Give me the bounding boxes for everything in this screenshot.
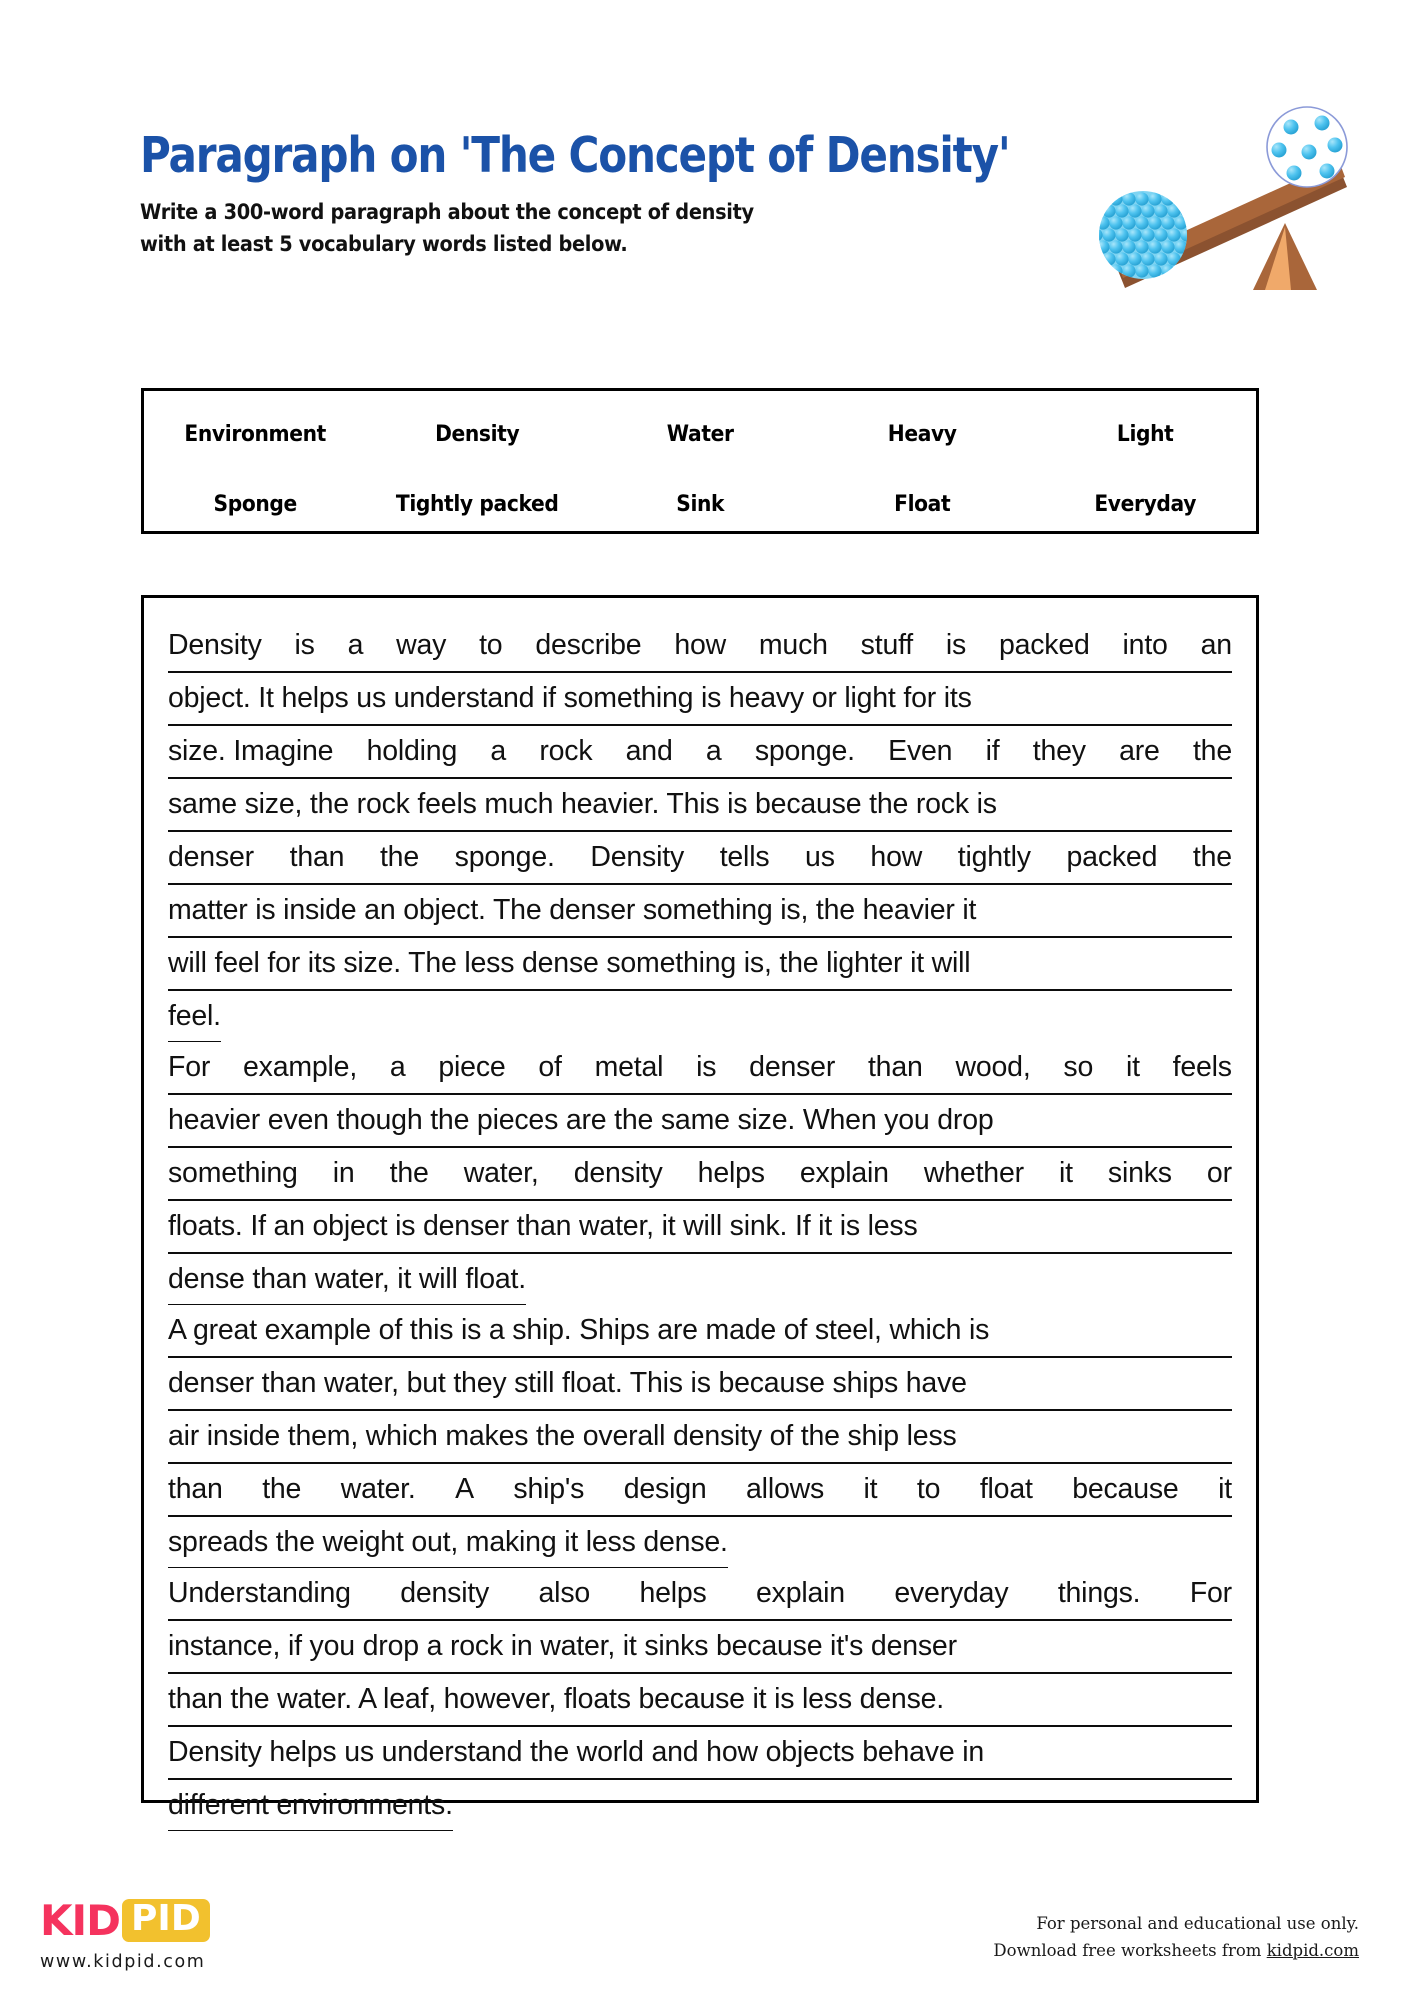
footer-note-line-2 <box>993 1937 1359 1964</box>
low-density-sphere-icon <box>1267 107 1347 187</box>
answer-word: water, <box>463 1157 539 1189</box>
answer-word: ship's <box>513 1473 585 1505</box>
answer-line <box>168 1042 1232 1095</box>
answer-line-text: feel. <box>168 992 221 1042</box>
answer-line <box>168 620 1232 673</box>
answer-word: describe <box>535 629 642 661</box>
answer-word: the <box>1192 735 1232 767</box>
worksheet-header <box>140 127 1140 260</box>
answer-word: water. <box>340 1473 416 1505</box>
answer-paragraph <box>168 1568 1232 1831</box>
answer-line: object. It helps us understand if something is heavy or light for its <box>168 673 1232 726</box>
answer-text-area[interactable] <box>141 595 1259 1821</box>
answer-line: will feel for its size. The less dense something is, the lighter it will <box>168 938 1232 991</box>
answer-word: density <box>573 1157 663 1189</box>
answer-paragraph <box>168 620 1232 1042</box>
answer-word: the <box>389 1157 429 1189</box>
vocabulary-word: Environment <box>184 421 326 447</box>
subtitle-line-1: Write a 300-word paragraph about the concept of density <box>140 200 754 226</box>
vocabulary-word: Sponge <box>213 491 297 517</box>
answer-word: denser <box>749 1051 836 1083</box>
vocabulary-row-1 <box>144 391 1256 469</box>
answer-word: packed <box>1066 841 1158 873</box>
page-subtitle <box>140 197 1040 259</box>
answer-word: or <box>1206 1157 1232 1189</box>
answer-line <box>168 1517 1232 1568</box>
answer-word: how <box>674 629 727 661</box>
answer-word: metal <box>594 1051 664 1083</box>
answer-line <box>168 726 1232 779</box>
answer-word: Even <box>888 735 953 767</box>
answer-line <box>168 1464 1232 1517</box>
kidpid-logo <box>40 1896 370 1972</box>
answer-word: in <box>332 1157 355 1189</box>
logo-wordmark <box>40 1896 370 1945</box>
answer-word: is <box>696 1051 717 1083</box>
answer-line <box>168 1780 1232 1831</box>
answer-word: feels <box>1172 1051 1232 1083</box>
logo-pid-text: PID <box>122 1899 210 1942</box>
answer-word: density <box>400 1577 490 1609</box>
answer-word: rock <box>539 735 593 767</box>
answer-word: the <box>1192 841 1232 873</box>
answer-word: A <box>455 1473 474 1505</box>
answer-word: sinks <box>1107 1157 1172 1189</box>
answer-word: stuff <box>860 629 914 661</box>
answer-word: Understanding <box>168 1577 351 1609</box>
answer-word: how <box>870 841 923 873</box>
vocabulary-word: Float <box>894 491 951 517</box>
answer-line-text: different environments. <box>168 1781 453 1831</box>
answer-line: same size, the rock feels much heavier. This is because the rock is <box>168 779 1232 832</box>
answer-line: air inside them, which makes the overall density of the ship less <box>168 1411 1232 1464</box>
answer-word: sponge. <box>754 735 855 767</box>
answer-word: than <box>289 841 345 873</box>
answer-word: wood, <box>955 1051 1031 1083</box>
answer-word: so <box>1063 1051 1094 1083</box>
answer-word: whether <box>923 1157 1024 1189</box>
answer-word: the <box>262 1473 302 1505</box>
answer-word: also <box>538 1577 591 1609</box>
answer-paragraph <box>168 1042 1232 1305</box>
answer-line: denser than water, but they still float. This is because ships have <box>168 1358 1232 1411</box>
answer-word: a <box>705 735 722 767</box>
answer-word: much <box>758 629 828 661</box>
vocabulary-row-2 <box>144 469 1256 539</box>
vocabulary-word: Light <box>1116 421 1174 447</box>
answer-word: to <box>916 1473 941 1505</box>
vocabulary-word: Everyday <box>1093 491 1196 517</box>
density-balance-illustration <box>1095 105 1355 290</box>
answer-word: For <box>1189 1577 1232 1609</box>
answer-line: heavier even though the pieces are the same size. When you drop <box>168 1095 1232 1148</box>
high-density-sphere-icon <box>1095 191 1194 279</box>
answer-word: packed <box>998 629 1090 661</box>
answer-word: it <box>1125 1051 1140 1083</box>
footer-note-prefix: Download free worksheets from <box>993 1940 1267 1960</box>
vocabulary-word-bank <box>141 388 1259 534</box>
answer-word: us <box>805 841 835 873</box>
answer-word: design <box>623 1473 707 1505</box>
subtitle-line-2: with at least 5 vocabulary words listed below. <box>140 231 628 257</box>
answer-word: it <box>1218 1473 1232 1505</box>
answer-word: holding <box>366 735 458 767</box>
answer-word: size. Imagine <box>168 735 334 767</box>
answer-word: a <box>389 1051 406 1083</box>
page-title: Paragraph on 'The Concept of Density' <box>140 127 1010 184</box>
answer-word: For <box>168 1051 211 1083</box>
vocabulary-word: Heavy <box>887 421 957 447</box>
vocabulary-word: Tightly packed <box>396 491 559 517</box>
answer-line: instance, if you drop a rock in water, it sinks because it's denser <box>168 1621 1232 1674</box>
answer-word: a <box>347 629 364 661</box>
vocabulary-word: Sink <box>676 491 724 517</box>
logo-website-url: www.kidpid.com <box>40 1952 206 1972</box>
answer-word: tells <box>719 841 770 873</box>
answer-word: tightly <box>957 841 1031 873</box>
answer-word: and <box>625 735 673 767</box>
answer-word: helps <box>639 1577 707 1609</box>
answer-word: into <box>1122 629 1168 661</box>
footer-usage-note <box>993 1910 1359 1964</box>
answer-word: than <box>168 1473 223 1505</box>
answer-word: helps <box>697 1157 765 1189</box>
fulcrum-icon <box>1253 223 1317 290</box>
answer-line <box>168 1568 1232 1621</box>
answer-word: of <box>538 1051 562 1083</box>
answer-line: floats. If an object is denser than water, it will sink. If it is less <box>168 1201 1232 1254</box>
answer-word: is <box>294 629 315 661</box>
answer-word: piece <box>438 1051 506 1083</box>
answer-word: to <box>479 629 503 661</box>
answer-word: it <box>863 1473 878 1505</box>
answer-word: something <box>168 1157 298 1189</box>
answer-paragraph <box>168 1305 1232 1568</box>
vocabulary-word: Water <box>666 421 734 447</box>
answer-line <box>168 1148 1232 1201</box>
answer-word: the <box>379 841 419 873</box>
answer-word: example, <box>243 1051 358 1083</box>
answer-word: Density <box>590 841 685 873</box>
answer-word: than <box>867 1051 923 1083</box>
answer-word: sponge. <box>454 841 555 873</box>
answer-word: allows <box>746 1473 825 1505</box>
answer-line <box>168 991 1232 1042</box>
answer-word: a <box>490 735 507 767</box>
answer-line <box>168 832 1232 885</box>
answer-word: explain <box>756 1577 845 1609</box>
answer-word: explain <box>799 1157 889 1189</box>
answer-line <box>168 1254 1232 1305</box>
answer-word: things. <box>1057 1577 1141 1609</box>
answer-line-text: dense than water, it will float. <box>168 1255 526 1305</box>
answer-word: they <box>1032 735 1086 767</box>
answer-word: an <box>1200 629 1232 661</box>
kidpid-link[interactable]: kidpid.com <box>1266 1940 1359 1960</box>
answer-line: A great example of this is a ship. Ships are made of steel, which is <box>168 1305 1232 1358</box>
logo-kid-text: KID <box>40 1896 121 1945</box>
answer-word: are <box>1119 735 1160 767</box>
answer-word: way <box>396 629 447 661</box>
answer-word: is <box>945 629 967 661</box>
answer-word: Density <box>168 629 262 661</box>
answer-word: float <box>979 1473 1033 1505</box>
answer-word: everyday <box>894 1577 1009 1609</box>
answer-word: because <box>1072 1473 1179 1505</box>
answer-line: than the water. A leaf, however, floats because it is less dense. <box>168 1674 1232 1727</box>
answer-line: matter is inside an object. The denser something is, the heavier it <box>168 885 1232 938</box>
answer-line-text: spreads the weight out, making it less dense. <box>168 1518 728 1568</box>
answer-word: denser <box>168 841 254 873</box>
footer-note-line-1: For personal and educational use only. <box>1036 1913 1359 1933</box>
answer-word: it <box>1058 1157 1073 1189</box>
answer-word: if <box>985 735 1000 767</box>
answer-line: Density helps us understand the world and how objects behave in <box>168 1727 1232 1780</box>
vocabulary-word: Density <box>435 421 520 447</box>
